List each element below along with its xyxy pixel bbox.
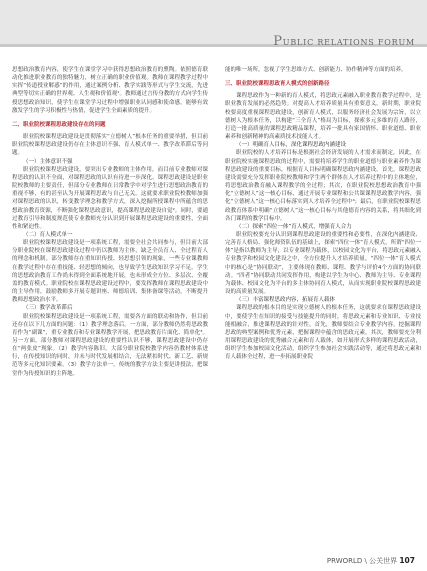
magazine-name: PRWORLD (326, 557, 363, 565)
right-column (225, 66, 421, 361)
subsection-heading: （三）教学改革滞后 (23, 305, 73, 312)
page-footer (327, 556, 415, 566)
body-paragraph: 课程思政的根本目的是实现立德树人的根本任务，这就要求在课程思政建设中，要使学生在知识的接受与技能提升的同时，将思政元素和专业知识、专业技能相融合，推进课程思政的针对性。首先，教师要结合专业教学内容，挖掘课程思政的典型案例和优秀元素，把握课程中蕴含的思政元素，其次，教师要充分利用课程思政建设的优秀融合元素和育人载体，如开展形式多样的课程思政活动，组织学生参加校园文化活动，组织学生参加社会实践活动等，通过将思政元素和育人载体全过程，进一步拓展职业院 (225, 305, 421, 361)
left-column (12, 66, 208, 378)
body-paragraph: 能的唯一场所，忽视了学生思维方式、创新能力、协作精神等方面的培养。 (225, 67, 407, 73)
body-paragraph: 职业院校课程思政建设是贯彻落实“立德树人”根本任务的重要举措，但目前职业院校课程思政建设仍存在主体意识不强、育人模式单一、教学改革滞后等问题。 (12, 134, 208, 157)
body-paragraph: 职业院校课程思政建设是一项系统工程，需要全社会共同参与，但目前大部分职业院校在课程思政建设过程中仍以教师为主体，缺乏全员育人、全过程育人的理念和机制。部分教师存在重知识传授、轻思想引领的现象，一些专业课教师在教学过程中存在重技能、轻思想的倾向，也导致学生思政知识学习不足。学生的思想政治教育工作尚未得到全面系统地开展，也未形成全方位、多层次、全覆盖的教育模式。职业院校在课程思政建设过程中，要发挥教师在课程思政建设中的主导作用，鼓励教师多开展专题讲座、师德培训、集体备课等活动，不断提升教师思想政治水平。 (12, 240, 208, 304)
subsection-heading: （三）丰富课程思政内容，拓展育人载体 (236, 297, 336, 304)
footer-separator: \ (364, 557, 367, 565)
page-number: 107 (399, 556, 415, 565)
section-title-initial: P (273, 34, 283, 49)
section-heading: 二、职业院校课程思政建设存在的问题 (12, 121, 106, 128)
section-title-rest: UBLIC RELATIONS FORUM (282, 38, 415, 47)
body-paragraph: 职业院校课程思政建设，要突出专业教师的主体作用，而目前专业教师对课程思政的认识不全面，对课程思政的认识有待进一步深化。课程思政建设是职业院校教师的主要责任，但部分专业教师在日常教学中对学生进行思想政治教育的重视不够，有的甚至认为开展课程思政与自己无关。这就要求职业院校教师加强对课程思政的认识，转变教学理念和教学方式，深入挖掘所授课程中所蕴含的思想政治教育资源，不断强化课程思政意识，提高课程思政建设自觉²。同时，要通过教育引导和制度规范使专业教师充分认识到开展课程思政建设的重要性，全面性和紧迫性。 (12, 166, 208, 230)
section-title (273, 34, 415, 49)
section-heading: 三、职业院校课程思政育人模式的创新路径 (225, 81, 330, 88)
body-paragraph: 思想政治教育内容，使学生在课堂学习中获得思想政治教育的熏陶。依照德育联动化推进职业教育的独特魅力，树立正确的职业价值观。教师在课程教学过程中实挥“传道授业解惑”的作用，通过案例分析、教学实践等形式与学生交流，先进典型等切实正确的世界观、人生观和价值观¹。教师通过言传身教的方式向学生传授思想政治知识，使学生在课堂学习过程中增强职业认同感和使命感，能够有效激发学生的学习积极性与热情，促进学生全面素质的提升。 (12, 67, 208, 114)
subsection-heading: （二）育人模式单一 (23, 231, 73, 238)
subsection-heading: （一）明确育人目标，深化课程思政内涵建设 (236, 142, 347, 149)
subsection-heading: （二）探索“四位一体”育人模式，增强育人合力 (236, 223, 352, 230)
page-header (0, 0, 427, 64)
body-paragraph: 职业院校的人才培养目标是根据社会经济发展的人才需求而制定，因此，在职业院校实施课程思政的过程中，需要将培养学生的职业道德与职业素养作为课程思政建设的重要目标，根据育人目标明确课程思政内涵建设。首先，课程思政建设需要充分发挥职业院校教师和学生两个群体在人才培养过程中的主体地位，将思想政治教育融入课程教学的全过程；其次，在职业院校思想政治教育中强化“立德树人”这一核心目标，通过开展专业课程和公共课课程思政教学内容，强化“立德树人”这一核心目标落实到人才培养全过程中⁴；最后，在职业院校课程思政教育体系中明确“立德树人”这一核心目标与其他德育内容的关系，将其细化到各门课程的教学目标中。 (225, 150, 421, 222)
body-paragraph: 课程思政作为一种新的育人模式，将思政元素融入职业教育教学过程中，是职业教育发展的必然趋势。对提高人才培养质量具有重要意义。新时期，职业院校要高度重视课程思政建设，创新育人模式，以服务经济社会发展为宗旨，以立德树人为根本任务，以构建“三全育人”格局为目标，探索多元多维的育人路径，打造一批高质量的课程思政精品课程，培养一批具有家国情怀、职业道德、职业素养和创新精神的高素质技术技能人才。 (225, 93, 421, 141)
body-paragraph: 职业院校要充分认识到课程思政建设的重要性和必要性，在深化内涵建设、完善育人格局、强化师资队伍的基础上，探索“四位一体”育人模式。所谓“四位一体”是指以教师为主导，以专业课程为载体，以校园文化为平台，将思政元素融入专业教学和校园文化建设之中，全方位提升人才培养质量。“四位一体”育人模式中的核心是“协同联动”，主要体现在教师、课程、教学与评价4个方面的协同联动。“四者”协同联动共同发挥作用，构建以学生为中心、教师为主导、专业课程为载体、校园文化为平台的多主体协同育人模式，从而实现职业院校课程思政建设的高质量发展。 (225, 231, 421, 296)
section-name: 公关世界 (369, 557, 398, 565)
subsection-heading: （一）主体意识不强 (23, 158, 73, 165)
body-paragraph: 职业院校课程思政建设是一项系统工程，需要各方面的联动和协作，但目前还存在以下几方面的问题：（1）教学理念落后。一方面，部分教师仍然将思政教育作为“副课”，重专业教育和专业课程教学开展，把思政教育片面化、简单化³。另一方面，部分教师对课程思政建设的重要性认识不够，课程思政建设中仍存在“两张皮”现象。（2）教学内容陈旧。大部分职业院校教学内容仍教材体系进行，在传授知识的同时，并未与时代发展相结合，无法紧扣时代、新工艺、新规范等多元化知识要素。（3）教学方法单一。传统的教学方法主要是讲授法，把课堂作为传授知识的主阵地。 (12, 313, 208, 377)
